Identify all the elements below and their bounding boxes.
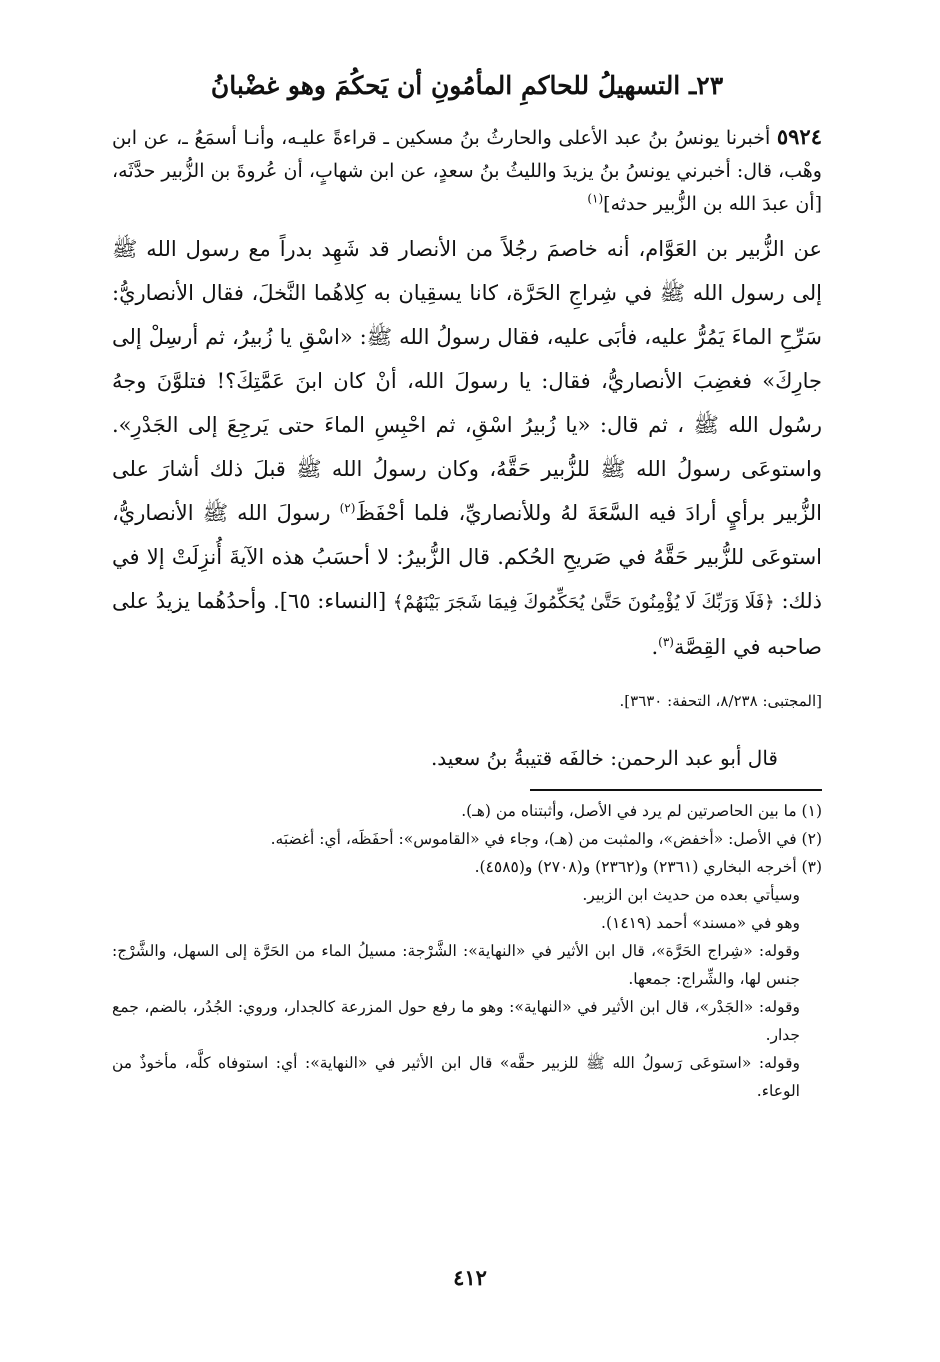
footnote-ref-2: (٢)	[339, 501, 356, 515]
chapter-title: ٢٣ـ التسهيلُ للحاكمِ المأمُونِ أن يَحكُمَ وهو غضْبانُ	[210, 71, 724, 100]
footnote-ref-3: (٣)	[658, 635, 674, 649]
hadith-matn	[112, 227, 822, 669]
hadith-matn-text-b: رسولَ الله ﷺ الأنصاريُّ، استوعَى للزُّبير حَقَّهُ في صَريحِ الحُكم. قال الزُّبيرُ: لا أحسَبُ هذه الآيةَ أُنزِلَتْ إلا في ذلك:	[112, 501, 822, 613]
footnote-line: وهو في «مسند» أحمد (١٤١٩).	[601, 914, 800, 932]
footnote-divider	[530, 789, 822, 791]
hadith-matn-text-c: [النساء: ٦٥]. وأحدُهُما يزيدُ على صاحبه في القِصَّة	[112, 589, 822, 659]
footnote-line: وقوله: «استوعَى رَسولُ الله ﷺ للزبير حقَّه» قال ابن الأثير في «النهاية»: أي: استوفاه كلَّه، مأخوذٌ من الوعاء.	[112, 1054, 800, 1100]
hadith-block	[112, 120, 822, 669]
hadith-isnad-text: أخبرنا يونسُ بنُ عبد الأعلى والحارثُ بنُ مسكين ـ قراءةً عليـه، وأنـا أسمَعُ ـ، عن ابن وهْب، قال: أخبرني يونسُ بنُ يزيدَ والليثُ بنُ سعدٍ، عن ابن شهابٍ، أن عُروةَ بن الزُّبير حدَّثَه، [أن عبدَ الله بن الزُّبير حدثه]	[112, 127, 822, 215]
footnote-ref-1: (١)	[587, 191, 604, 206]
footnote-line: (٢) في الأصل: «أخفض»، والمثبت من (هـ)، وجاء في «القاموس»: أحفَظَه، أي: أغضبَه.	[270, 830, 822, 848]
hadith-number: ٥٩٢٤	[776, 124, 822, 149]
quran-verse: ﴿فَلَا وَرَبِّكَ لَا يُؤْمِنُونَ حَتَّىٰ يُحَكِّمُوكَ فِيمَا شَجَرَ بَيْنَهُمْ﴾	[392, 592, 775, 613]
footnote-line: وقوله: «شِراج الحَرَّة»، قال ابن الأثير في «النهاية»: الشَّرْجة: مسيلُ الماء من الحَرَّة إلى السهل، والشَّرْج: جنس لها، والشِّراج: جمعها.	[112, 942, 800, 988]
hadith-matn-text-a: عن الزُّبير بن العَوَّام، أنه خاصمَ رجُلاً من الأنصار قد شَهِد بدراً مع رسول الله ﷺ إلى رسول الله ﷺ في شِراجِ الحَرَّة، كانا يسقِيان به كِلاهُما النَّخلَ، فقال الأنصاريُّ: سَرِّحِ الماءَ يَمُرُّ عليه، فأبَى عليه، فقال رسولُ الله ﷺ: «اسْقِ يا زُبيرُ، ثم أرسِلْ إلى جارِكَ» فغضِبَ الأنصاريُّ، فقال: يا رسولَ الله، أنْ كان ابنَ عَمَّتِكَ؟! فتلوَّنَ وجهُ رسُول الله ﷺ ، ثم قال: «يا زُبيرُ اسْقِ، ثم احْبِسِ الماءَ حتى يَرجِعَ إلى الجَدْرِ». واستوعَى رسولُ الله ﷺ للزُّبير حَقَّهُ، وكان رسولُ الله ﷺ قبلَ ذلك أشارَ على الزُّبير برأيٍ أرادَ فيه السَّعَةَ لهُ وللأنصاريِّ، فلما أحْفَظَ	[112, 237, 822, 525]
footnote-line: (٣) أخرجه البخاري (٢٣٦١) و(٢٣٦٢) و(٢٧٠٨) و(٤٥٨٥).	[474, 858, 822, 876]
author-remark: قال أبو عبد الرحمن: خالفَه قتيبةُ بنُ سعيد.	[430, 746, 778, 770]
footnotes	[112, 797, 822, 1105]
footnote-line: (١) ما بين الحاصرتين لم يرد في الأصل، وأثبتناه من (هـ).	[461, 802, 822, 820]
page-number: ٤١٢	[453, 1265, 487, 1290]
takhrij-reference: [المجتبى: ٨/٢٣٨، التحفة: ٣٦٣٠].	[619, 692, 822, 710]
hadith-matn-end: .	[651, 635, 659, 659]
footnote-line: وسيأتي بعده من حديث ابن الزبير.	[582, 886, 800, 904]
footnote-line: وقوله: «الجَدْر»، قال ابن الأثير في «النهاية»: وهو ما رفع حول المزرعة كالجدار، وروي: الجُدُر، بالضم، جمع جدار.	[112, 998, 800, 1044]
hadith-isnad	[112, 120, 822, 221]
